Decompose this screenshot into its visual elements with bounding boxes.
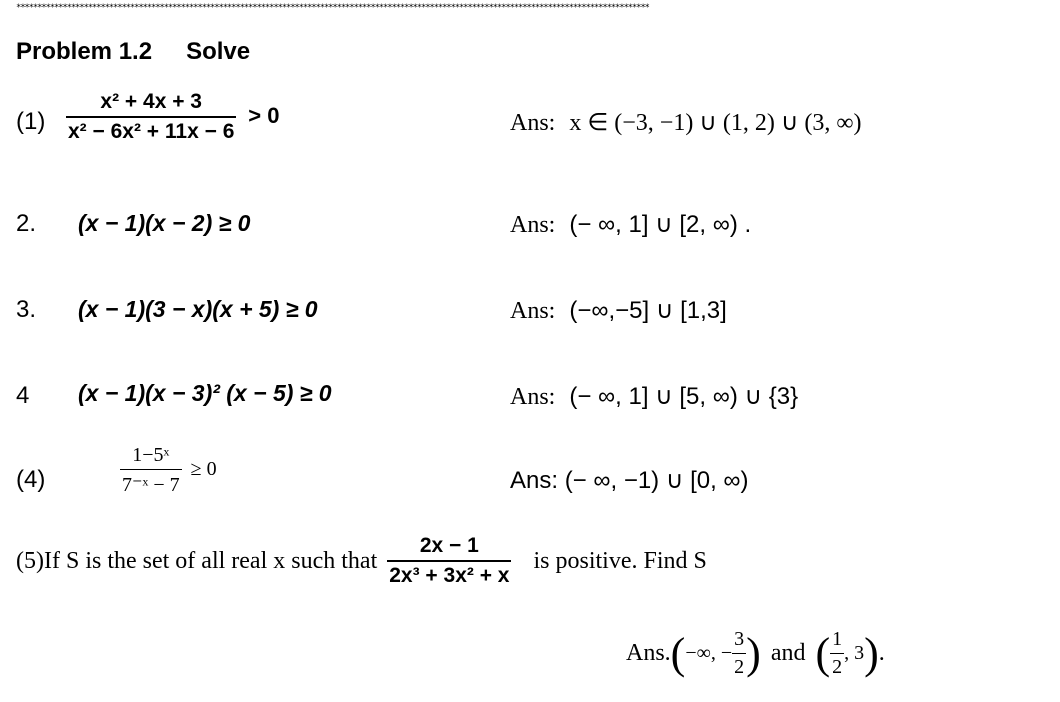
item-1-expression xyxy=(66,90,279,144)
item-1-label: (1) xyxy=(16,108,46,135)
problem-5-answer xyxy=(626,618,885,688)
item-2-answer-value: (− ∞, 1] ∪ [2, ∞) . xyxy=(569,211,752,238)
item-1-answer-value: x ∈ (−3, −1) ∪ (1, 2) ∪ (3, ∞) xyxy=(569,110,862,136)
problem-action: Solve xyxy=(186,38,251,65)
item-3-expression: (x − 1)(3 − x)(x + 5) ≥ 0 xyxy=(78,296,318,322)
problem-5-text-before: (5)If S is the set of all real x such that xyxy=(16,547,378,574)
interval-2-fraction xyxy=(830,628,844,679)
item-4-answer xyxy=(510,382,798,411)
item-4-label: 4 xyxy=(16,382,30,409)
item-4-answer-value: (− ∞, 1] ∪ [5, ∞) ∪ {3} xyxy=(569,383,799,410)
problem-5-statement xyxy=(16,534,707,588)
problem-5-denominator: 2x³ + 3x² + x xyxy=(387,560,511,588)
interval-2-numerator: 1 xyxy=(832,627,843,650)
problem-5-text-after: is positive. Find S xyxy=(533,547,707,574)
item-2-expression: (x − 1)(x − 2) ≥ 0 xyxy=(78,210,251,236)
separator-stars: ****************************************************************************************************************************************************** xyxy=(16,3,649,13)
interval-1-left: −∞, − xyxy=(685,641,733,664)
item-4-expression: (x − 1)(x − 3)² (x − 5) ≥ 0 xyxy=(78,380,332,406)
item-3-answer-value: (−∞,−5] ∪ [1,3] xyxy=(569,297,727,324)
interval-2-close-paren: ) xyxy=(864,628,879,678)
item-3-answer xyxy=(510,296,727,325)
interval-1-open-paren: ( xyxy=(670,628,686,678)
item-5-label: (4) xyxy=(16,466,46,493)
item-1-answer-prefix: Ans: xyxy=(510,110,556,136)
item-1-answer xyxy=(510,108,862,137)
problem-heading xyxy=(16,38,250,66)
item-2-label: 2. xyxy=(16,210,37,237)
interval-1-denominator: 2 xyxy=(732,653,746,679)
interval-2-right: , 3 xyxy=(844,641,865,664)
problem-5-answer-prefix: Ans. xyxy=(626,639,671,666)
item-1-numerator: x² + 4x + 3 xyxy=(100,90,202,113)
item-5-numerator: 1−5ˣ xyxy=(132,444,170,466)
item-5-relation: ≥ 0 xyxy=(190,458,217,481)
answer-end: . xyxy=(878,639,885,666)
item-4-answer-prefix: Ans: xyxy=(510,384,556,410)
item-5-denominator: 7⁻ˣ − 7 xyxy=(120,469,182,497)
item-1-fraction xyxy=(66,90,236,144)
interval-1-fraction xyxy=(732,628,746,679)
interval-1-close-paren: ) xyxy=(746,628,761,678)
item-1-denominator: x² − 6x² + 11x − 6 xyxy=(66,116,236,144)
answer-and: and xyxy=(770,639,806,666)
item-2-answer-prefix: Ans: xyxy=(510,212,556,238)
item-2-answer xyxy=(510,210,751,239)
problem-5-fraction xyxy=(387,534,511,588)
item-5-fraction xyxy=(120,444,182,497)
interval-2-denominator: 2 xyxy=(830,653,844,679)
problem-number: Problem 1.2 xyxy=(16,38,153,65)
item-3-label: 3. xyxy=(16,296,37,323)
item-3-answer-prefix: Ans: xyxy=(510,298,556,324)
item-1-relation: > 0 xyxy=(248,102,280,128)
problem-5-numerator: 2x − 1 xyxy=(419,534,479,557)
interval-1-numerator: 3 xyxy=(734,627,745,650)
item-5-answer: Ans: (− ∞, −1) ∪ [0, ∞) xyxy=(510,467,749,494)
interval-2-open-paren: ( xyxy=(815,628,831,678)
item-5-expression xyxy=(120,444,217,497)
